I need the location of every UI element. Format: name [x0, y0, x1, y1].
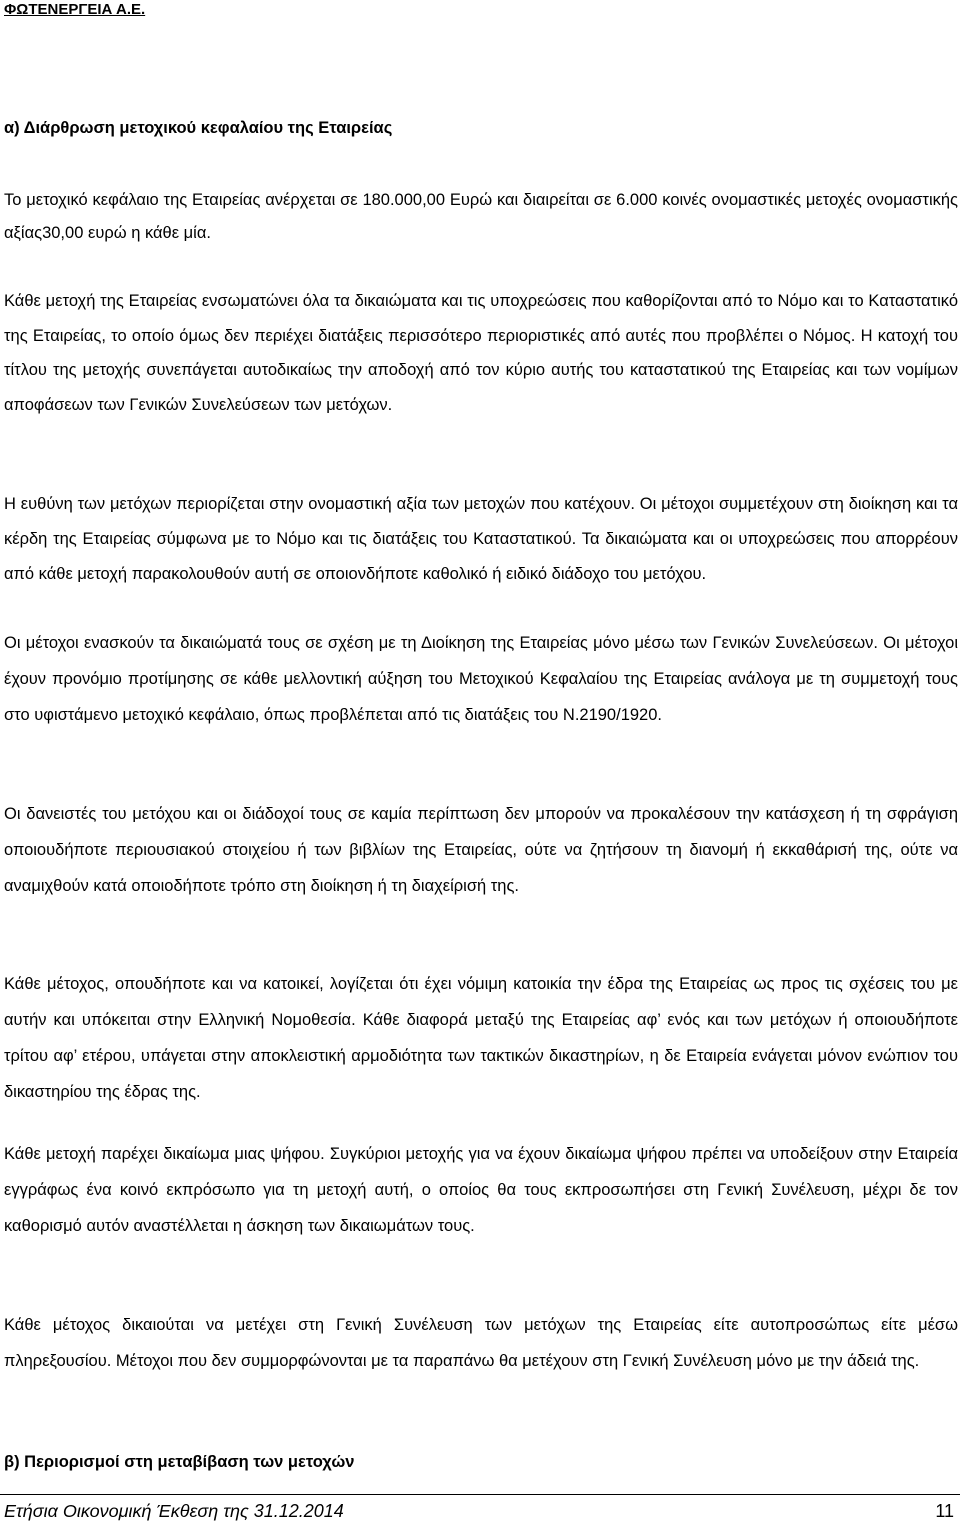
- paragraph-creditors: Οι δανειστές του μετόχου και οι διάδοχοί τους σε καμία περίπτωση δεν μπορούν να προκαλέσουν την κατάσχεση ή τη σφράγιση οποιουδήποτε περιουσιακού στοιχείου ή των βιβλίων της Εταιρείας, ούτε να ζητήσουν τη διανομή ή εκκαθάρισή της, ούτε να αναμιχθούν κατά οποιοδήποτε τρόπο στη διοίκηση ή τη διαχείρισή της.: [4, 805, 958, 895]
- footer-report-title: Ετήσια Οικονομική Έκθεση της 31.12.2014: [4, 1501, 344, 1521]
- company-header: ΦΩΤΕΝΕΡΓΕΙΑ Α.Ε.: [4, 1, 146, 18]
- paragraph-residence: Κάθε μέτοχος, οπουδήποτε και να κατοικεί, λογίζεται ότι έχει νόμιμη κατοικία την έδρα της Εταιρείας ως προς τις σχέσεις του με αυτήν και υπόκειται στην Ελληνική Νομοθεσία. Κάθε διαφορά μεταξύ της Εταιρείας αφ’ ενός και των μετόχων ή οποιουδήποτε τρίτου αφ’ ετέρου, υπάγεται στην αποκλειστική αρμοδιότητα των τακτικών δικαστηρίων, η δε Εταιρεία ενάγεται μόνον ενώπιον του δικαστηρίου της έδρας της.: [4, 975, 958, 1101]
- section-b-heading: β) Περιορισμοί στη μεταβίβαση των μετοχών: [4, 1453, 355, 1471]
- paragraph-shareholder-liability: Η ευθύνη των μετόχων περιορίζεται στην ονομαστική αξία των μετοχών που κατέχουν. Οι μέτοχοι συμμετέχουν στη διοίκηση και τα κέρδη της Εταιρείας σύμφωνα με το Νόμο και τις διατάξεις του Καταστατικού. Τα δικαιώματα και οι υποχρεώσεις που απορρέουν από κάθε μετοχή παρακολουθούν αυτή σε οποιονδήποτε καθολικό ή ειδικό διάδοχο του μετόχου.: [4, 495, 958, 583]
- page-number: 11: [935, 1501, 954, 1521]
- paragraph-voting: Κάθε μετοχή παρέχει δικαίωμα μιας ψήφου. Συγκύριοι μετοχής για να έχουν δικαίωμα ψήφου πρέπει να υποδείξουν στην Εταιρεία εγγράφως ένα κοινό εκπρόσωπο για τη μετοχή αυτή, ο οποίος θα τους εκπροσωπήσει στη Γενική Συνέλευση, μέχρι δε τον καθορισμό αυτόν αναστέλλεται η άσκηση των δικαιωμάτων τους.: [4, 1145, 958, 1235]
- footer-divider: [0, 1494, 960, 1495]
- paragraph-shareholder-rights: Οι μέτοχοι ενασκούν τα δικαιώματά τους σε σχέση με τη Διοίκηση της Εταιρείας μόνο μέσω των Γενικών Συνελεύσεων. Οι μέτοχοι έχουν προνόμιο προτίμησης σε κάθε μελλοντική αύξηση του Μετοχικού Κεφαλαίου της Εταιρείας ανάλογα με τη συμμετοχή τους στο υφιστάμενο μετοχικό κεφάλαιο, όπως προβλέπεται από τις διατάξεις του Ν.2190/1920.: [4, 634, 958, 724]
- paragraph-share-rights: Κάθε μετοχή της Εταιρείας ενσωματώνει όλα τα δικαιώματα και τις υποχρεώσεις που καθορίζονται από το Νόμο και το Καταστατικό της Εταιρείας, το οποίο όμως δεν περιέχει διατάξεις περισσότερο περιοριστικές από αυτές που προβλέπει ο Νόμος. Η κατοχή του τίτλου της μετοχής συνεπάγεται αυτοδικαίως την αποδοχή από τον κύριο αυτής του καταστατικού της Εταιρείας και των νομίμων αποφάσεων των Γενικών Συνελεύσεων των μετόχων.: [4, 292, 958, 414]
- paragraph-share-capital: Το μετοχικό κεφάλαιο της Εταιρείας ανέρχεται σε 180.000,00 Ευρώ και διαιρείται σε 6.000 κοινές ονομαστικές μετοχές ονομαστικής αξίας30,00 ευρώ η κάθε μία.: [4, 191, 958, 242]
- section-a-heading: α) Διάρθρωση μετοχικού κεφαλαίου της Εταιρείας: [4, 119, 393, 137]
- paragraph-general-meeting: Κάθε μέτοχος δικαιούται να μετέχει στη Γενική Συνέλευση των μετόχων της Εταιρείας είτε αυτοπροσώπως είτε μέσω πληρεξουσίου. Μέτοχοι που δεν συμμορφώνονται με τα παραπάνω θα μετέχουν στη Γενική Συνέλευση μόνο με την άδειά της.: [4, 1316, 958, 1370]
